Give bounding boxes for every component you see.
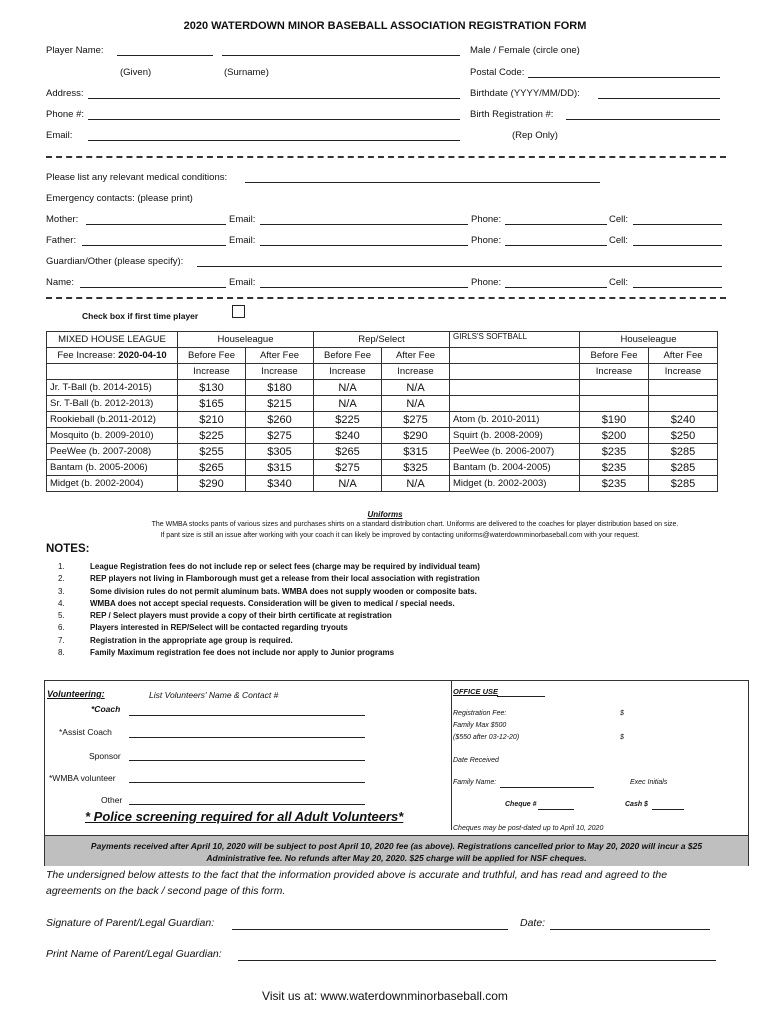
- guardian-phone-label: Phone:: [471, 277, 502, 288]
- signature-line[interactable]: [232, 929, 508, 930]
- postal-code-label: Postal Code:: [470, 67, 525, 78]
- hl-after-fee: $275: [246, 428, 314, 444]
- list-item: [58, 635, 480, 647]
- division-cell: Rookieball (b.2011-2012): [47, 412, 178, 428]
- postdated-note: Cheques may be post-dated up to April 10, 2020: [453, 825, 604, 832]
- sb-before-header: [580, 348, 649, 364]
- rep-before-fee: $225: [314, 412, 382, 428]
- registration-fee-label: Registration Fee:: [453, 710, 507, 717]
- hl-after-fee: $180: [246, 380, 314, 396]
- mother-label: Mother:: [46, 214, 79, 225]
- rep-before-fee: N/A: [314, 476, 382, 492]
- assist-coach-line[interactable]: [129, 737, 365, 738]
- office-use-underline: [497, 696, 545, 697]
- softball-division-cell: Squirt (b. 2008-2009): [450, 428, 580, 444]
- cheque-line[interactable]: [538, 809, 574, 810]
- rep-before-fee: $240: [314, 428, 382, 444]
- sb-before-fee: $200: [580, 428, 649, 444]
- uniforms-heading: Uniforms: [367, 510, 403, 519]
- hl-after-label: After Fee: [259, 350, 300, 361]
- father-label: Father:: [46, 235, 77, 246]
- sb-before-label: Before Fee: [590, 350, 638, 361]
- hl-after-fee: $315: [246, 460, 314, 476]
- softball-division-cell: [450, 396, 580, 412]
- family-name-line[interactable]: [500, 787, 594, 788]
- first-time-checkbox[interactable]: [232, 305, 245, 318]
- sb-before-fee: [580, 380, 649, 396]
- softball-division-cell: PeeWee (b. 2006-2007): [450, 444, 580, 460]
- sb-before-fee: $190: [580, 412, 649, 428]
- medical-line[interactable]: [245, 182, 600, 183]
- birth-registration-line[interactable]: [566, 119, 720, 120]
- rep-after-label: After Fee: [395, 350, 436, 361]
- hl-before-fee: $130: [178, 380, 246, 396]
- rep-before-fee: N/A: [314, 380, 382, 396]
- hl-before-fee: $255: [178, 444, 246, 460]
- rep-before-header: [314, 348, 382, 364]
- cheque-label: Cheque #: [505, 801, 537, 808]
- given-caption: (Given): [120, 67, 152, 78]
- guardian-email-line[interactable]: [260, 287, 468, 288]
- note-text: REP players not living in Flamborough must get a release from their local association with registration: [90, 574, 480, 584]
- father-cell-label: Cell:: [609, 235, 629, 246]
- sponsor-line[interactable]: [129, 760, 365, 761]
- mother-phone-label: Phone:: [471, 214, 502, 225]
- list-item: [58, 647, 480, 659]
- attestation-line-2: agreements on the back / second page of this form.: [46, 885, 286, 897]
- sb-after-fee: $285: [649, 444, 718, 460]
- table-row: [47, 412, 718, 428]
- table-row: [47, 380, 718, 396]
- sb-after-header: [649, 348, 718, 364]
- print-name-label: Print Name of Parent/Legal Guardian:: [46, 948, 222, 960]
- mother-name-line[interactable]: [86, 224, 226, 225]
- division-cell: Mosquito (b. 2009-2010): [47, 428, 178, 444]
- hl-before-fee: $265: [178, 460, 246, 476]
- hl-after-fee: $260: [246, 412, 314, 428]
- hl-before-fee: $210: [178, 412, 246, 428]
- rep-before-fee: N/A: [314, 396, 382, 412]
- birthdate-line[interactable]: [598, 98, 720, 99]
- softball-division-cell: Bantam (b. 2004-2005): [450, 460, 580, 476]
- family-max-dollar: $: [620, 734, 624, 741]
- rep-before-label: Before Fee: [324, 350, 371, 361]
- postal-code-line[interactable]: [528, 77, 720, 78]
- hl-before-header: [178, 348, 246, 364]
- wmba-volunteer-line[interactable]: [129, 782, 365, 783]
- guardian-email-label: Email:: [229, 277, 256, 288]
- rep-before-fee: $265: [314, 444, 382, 460]
- rep-after-fee: N/A: [382, 380, 450, 396]
- hl-before-fee: $290: [178, 476, 246, 492]
- hl-before-fee: $165: [178, 396, 246, 412]
- sb-after-fee: $285: [649, 460, 718, 476]
- assist-coach-label: *Assist Coach: [59, 727, 112, 737]
- player-name-label: Player Name:: [46, 45, 104, 56]
- division-cell: Bantam (b. 2005-2006): [47, 460, 178, 476]
- rep-before-fee: $275: [314, 460, 382, 476]
- note-number: 6.: [58, 623, 65, 633]
- rep-after-fee: $325: [382, 460, 450, 476]
- rep-after-increase: Increase: [382, 364, 450, 380]
- list-item: [58, 561, 480, 573]
- father-name-line[interactable]: [82, 245, 226, 246]
- fee-increase-date: 2020-04-10: [118, 350, 167, 361]
- division-cell: PeeWee (b. 2007-2008): [47, 444, 178, 460]
- fee-table: [46, 331, 718, 492]
- date-received-label: Date Received: [453, 757, 499, 764]
- list-item: [58, 598, 480, 610]
- dashed-divider: [46, 156, 726, 158]
- note-text: WMBA does not accept special requests. Consideration will be given to medical / special needs.: [90, 598, 455, 608]
- payments-line-1: Payments received after April 10, 2020 will be subject to post April 10, 2020 fee (as above). Registrations cancelled prior to May 20, 2020 will incur a $25: [90, 841, 703, 851]
- guardian-phone-line[interactable]: [505, 287, 607, 288]
- police-screening-note: * Police screening required for all Adult Volunteers*: [85, 809, 404, 824]
- father-email-line[interactable]: [260, 245, 468, 246]
- medical-label: Please list any relevant medical conditions:: [46, 172, 228, 183]
- guardian-cell-line[interactable]: [633, 287, 722, 288]
- payments-line-2: Administrative fee. No refunds after May 20, 2020. $25 charge will be applied for NSF cheques.: [206, 853, 587, 863]
- sb-after-label: After Fee: [663, 350, 703, 361]
- sb-after-fee: [649, 396, 718, 412]
- family-name-label: Family Name:: [453, 779, 497, 786]
- family-max-after-label: ($550 after 03-12-20): [453, 734, 520, 741]
- note-text: Registration in the appropriate age group is required.: [90, 635, 293, 645]
- blank-cell: [47, 364, 178, 380]
- phone-label: Phone #:: [46, 109, 85, 120]
- sb-after-fee: $240: [649, 412, 718, 428]
- signature-label: Signature of Parent/Legal Guardian:: [46, 917, 215, 929]
- note-number: 7.: [58, 635, 65, 645]
- coach-label: *Coach: [91, 704, 121, 714]
- hl-after-increase: Increase: [246, 364, 314, 380]
- website-footer[interactable]: Visit us at: www.waterdownminorbaseball.com: [262, 989, 508, 1003]
- father-cell-line[interactable]: [633, 245, 722, 246]
- hl-before-label: Before Fee: [188, 350, 235, 361]
- note-text: Players interested in REP/Select will be contacted regarding tryouts: [90, 623, 348, 633]
- wmba-volunteer-label: *WMBA volunteer: [49, 773, 116, 783]
- division-cell: Jr. T-Ball (b. 2014-2015): [47, 380, 178, 396]
- hl-after-fee: $215: [246, 396, 314, 412]
- address-label: Address:: [46, 88, 84, 99]
- cash-label: Cash $: [625, 801, 648, 808]
- given-name-line[interactable]: [117, 55, 213, 56]
- note-number: 5.: [58, 611, 65, 621]
- table-row: [47, 460, 718, 476]
- date-label: Date:: [520, 917, 546, 929]
- note-text: REP / Select players must provide a copy of their birth certificate at registration: [90, 611, 392, 621]
- form-title: 2020 WATERDOWN MINOR BASEBALL ASSOCIATION REGISTRATION FORM: [183, 20, 587, 32]
- note-text: Some division rules do not permit aluminum bats. WMBA does not supply wooden or composite bats.: [90, 586, 477, 596]
- coach-line[interactable]: [129, 715, 365, 716]
- mother-phone-line[interactable]: [505, 224, 607, 225]
- rep-after-fee: $275: [382, 412, 450, 428]
- guardian-label: Guardian/Other (please specify):: [46, 256, 184, 267]
- sb-before-increase: Increase: [580, 364, 649, 380]
- list-item: [58, 610, 480, 622]
- houseleague-header: Houseleague: [178, 332, 314, 348]
- softball-division-cell: Midget (b. 2002-2003): [450, 476, 580, 492]
- division-cell: Sr. T-Ball (b. 2012-2013): [47, 396, 178, 412]
- note-number: 1.: [58, 562, 65, 571]
- rep-after-fee: $290: [382, 428, 450, 444]
- mother-cell-label: Cell:: [609, 214, 629, 225]
- first-time-label: Check box if first time player: [82, 311, 199, 321]
- surname-caption: (Surname): [224, 67, 269, 78]
- attestation-line-1: The undersigned below attests to the fact that the information provided above is accurate and truthful, and has read and agreed to the: [46, 869, 668, 881]
- sb-after-fee: $285: [649, 476, 718, 492]
- note-number: 3.: [58, 586, 65, 596]
- birthdate-label: Birthdate (YYYY/MM/DD):: [470, 88, 580, 99]
- address-line[interactable]: [88, 98, 460, 99]
- uniforms-line-2: If pant size is still an issue after working with your coach it can likely be improved by contacting uniforms@waterdownminorbaseball.com with your request.: [160, 532, 640, 539]
- phone-line[interactable]: [88, 119, 460, 120]
- box-divider: [451, 681, 452, 830]
- note-number: 4.: [58, 598, 65, 608]
- volunteer-list-label: List Volunteers' Name & Contact #: [149, 690, 279, 700]
- emergency-label: Emergency contacts: (please print): [46, 193, 193, 204]
- softball-houseleague-header: Houseleague: [580, 332, 718, 348]
- father-phone-line[interactable]: [505, 245, 607, 246]
- guardian-line[interactable]: [197, 266, 722, 267]
- father-phone-label: Phone:: [471, 235, 502, 246]
- other-label: Other: [101, 795, 123, 805]
- sb-after-fee: [649, 380, 718, 396]
- sb-before-fee: $235: [580, 460, 649, 476]
- volunteering-heading: Volunteering:: [47, 689, 105, 699]
- sb-before-fee: $235: [580, 476, 649, 492]
- rep-after-fee: $315: [382, 444, 450, 460]
- exec-initials-label: Exec Initials: [630, 779, 668, 786]
- rep-only-note: (Rep Only): [512, 130, 558, 141]
- mother-email-line[interactable]: [260, 224, 468, 225]
- hl-after-fee: $340: [246, 476, 314, 492]
- girls-blank-header: [450, 348, 580, 364]
- guardian-name-label: Name:: [46, 277, 74, 288]
- division-cell: Midget (b. 2002-2004): [47, 476, 178, 492]
- hl-after-fee: $305: [246, 444, 314, 460]
- rep-before-increase: Increase: [314, 364, 382, 380]
- table-row: [47, 428, 718, 444]
- sb-after-fee: $250: [649, 428, 718, 444]
- note-number: 2.: [58, 574, 65, 584]
- softball-division-cell: Atom (b. 2010-2011): [450, 412, 580, 428]
- list-item: [58, 573, 480, 585]
- notes-list: [58, 561, 480, 659]
- date-line[interactable]: [550, 929, 710, 930]
- table-row: [47, 476, 718, 492]
- mixed-house-header: MIXED HOUSE LEAGUE: [47, 332, 178, 348]
- email-label: Email:: [46, 130, 73, 141]
- hl-before-increase: Increase: [178, 364, 246, 380]
- sb-before-fee: [580, 396, 649, 412]
- note-text: Family Maximum registration fee does not include nor apply to Junior programs: [90, 648, 395, 658]
- rep-after-fee: N/A: [382, 396, 450, 412]
- notes-heading: NOTES:: [46, 543, 90, 555]
- print-name-line[interactable]: [238, 960, 716, 961]
- guardian-name-line[interactable]: [80, 287, 226, 288]
- father-email-label: Email:: [229, 235, 256, 246]
- note-text: League Registration fees do not include rep or select fees (charge may be required by individual team): [90, 562, 480, 571]
- gender-label: Male / Female (circle one): [470, 45, 580, 56]
- cash-line[interactable]: [652, 809, 684, 810]
- office-use-heading: OFFICE USE: [453, 687, 499, 696]
- rep-after-fee: N/A: [382, 476, 450, 492]
- sponsor-label: Sponsor: [89, 751, 121, 761]
- list-item: [58, 586, 480, 598]
- birth-registration-label: Birth Registration #:: [470, 109, 554, 120]
- dashed-divider-2: [46, 297, 726, 299]
- rep-select-header: Rep/Select: [314, 332, 450, 348]
- mother-cell-line[interactable]: [633, 224, 722, 225]
- family-max-label: Family Max $500: [453, 722, 507, 729]
- volunteer-office-box: [44, 680, 749, 866]
- note-number: 8.: [58, 648, 65, 658]
- blank-cell: [450, 364, 580, 380]
- rep-after-header: [382, 348, 450, 364]
- payments-banner: [45, 835, 748, 866]
- girls-softball-header: GIRLS'S SOFTBALL: [450, 332, 580, 348]
- mother-email-label: Email:: [229, 214, 256, 225]
- sb-before-fee: $235: [580, 444, 649, 460]
- softball-division-cell: [450, 380, 580, 396]
- other-line[interactable]: [129, 804, 365, 805]
- email-line[interactable]: [88, 140, 460, 141]
- fee-increase-cell: [47, 348, 178, 364]
- table-row: [47, 444, 718, 460]
- surname-line[interactable]: [222, 55, 460, 56]
- table-row: [47, 396, 718, 412]
- hl-before-fee: $225: [178, 428, 246, 444]
- sb-after-increase: Increase: [649, 364, 718, 380]
- list-item: [58, 622, 480, 634]
- registration-fee-dollar: $: [620, 710, 624, 717]
- guardian-cell-label: Cell:: [609, 277, 629, 288]
- hl-after-header: [246, 348, 314, 364]
- fee-increase-label: Fee Increase:: [57, 350, 116, 361]
- uniforms-line-1: The WMBA stocks pants of various sizes and purchases shirts on a standard distribution chart. Uniforms are delivered to the coaches for player distribution based on size.: [151, 521, 679, 528]
